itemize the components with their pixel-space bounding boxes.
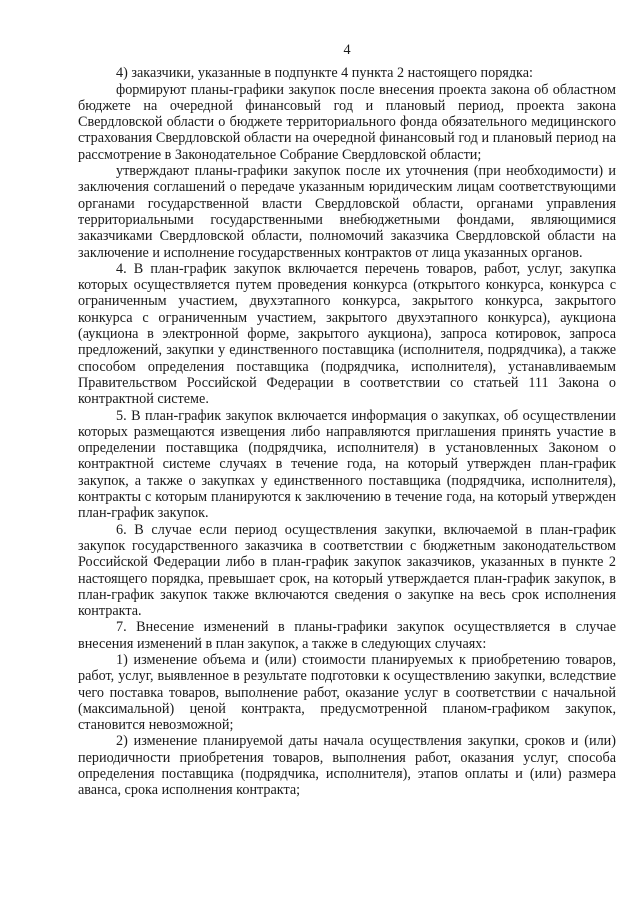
paragraph-customers-item-4: 4) заказчики, указанные в подпункте 4 пункта 2 настоящего порядка: (116, 65, 533, 82)
paragraph-section-5: 5. В план-график закупок включается информация о закупках, об осуществлении которых размещаются извещения либо направляются приглашения принять участие в определении поставщика (подрядчика, исполнителя) в установленных Законом о контрактной системе случаях в течение года, на который утвержден план-график закупок, а также о закупках у единственного поставщика (подрядчика, исполнителя), контракты с которым планируются к заключению в течение года, на который утвержден план-график закупок. (78, 407, 616, 522)
paragraph-section-7: 7. Внесение изменений в планы-графики закупок осуществляется в случае внесения изменений в план закупок, а также в следующих случаях: (78, 619, 616, 652)
paragraph-section-7-item-2: 2) изменение планируемой даты начала осуществления закупки, сроков и (или) периодичности приобретения товаров, выполнения работ, оказания услуг, способа определения поставщика (подрядчика, исполнителя), этапов оплаты и (или) размера аванса, срока исполнения контракта; (78, 733, 616, 799)
paragraph-section-6: 6. В случае если период осуществления закупки, включаемой в план-график закупок государственного заказчика в соответствии с бюджетным законодательством Российской Федерации либо в план-график закупок заказчиков, указанных в пункте 2 настоящего порядка, превышает срок, на который утверждается план-график закупок, в план-график закупок также включаются сведения о закупке на весь срок исполнения контракта. (78, 521, 616, 620)
paragraph-forming-plans: формируют планы-графики закупок после внесения проекта закона об областном бюджете на очередной финансовый год и плановый период, проекта закона Свердловской области о бюджете территориального фонда обязательного медицинского страхования Свердловской области на очередной финансовый год и плановый период на рассмотрение в Законодательное Собрание Свердловской области; (78, 81, 616, 163)
paragraph-approving-plans: утверждают планы-графики закупок после их уточнения (при необходимости) и заключения соглашений о передаче указанным юридическим лицам соответствующими органами государственной власти Свердловской области, органами управления территориальными государственными внебюджетными фондами, являющимися заказчиками Свердловской области, полномочий заказчика Свердловской области на заключение и исполнение государственных контрактов от лица указанных органов. (78, 163, 616, 261)
document-page (78, 42, 616, 799)
paragraph-section-4: 4. В план-график закупок включается перечень товаров, работ, услуг, закупка которых осуществляется путем проведения конкурса (открытого конкурса, конкурса с ограниченным участием, двухэтапного конкурса, закрытого конкурса, закрытого конкурса с ограниченным участием, закрытого двухэтапного конкурса), аукциона (аукциона в электронной форме, закрытого аукциона), запроса котировок, запроса предложений, закупки у единственного поставщика (исполнителя, подрядчика), а также способом определения поставщика (подрядчика, исполнителя), устанавливаемым Правительством Российской Федерации в соответствии со статьей 111 Закона о контрактной системе. (78, 260, 616, 408)
page-number: 4 (343, 42, 351, 58)
paragraph-section-7-item-1: 1) изменение объема и (или) стоимости планируемых к приобретению товаров, работ, услуг, выявленное в результате подготовки к осуществлению закупки, вследствие чего поставка товаров, выполнение работ, оказание услуг в соответствии с начальной (максимальной) ценой контракта, предусмотренной планом-графиком закупок, становится невозможной; (78, 651, 616, 734)
